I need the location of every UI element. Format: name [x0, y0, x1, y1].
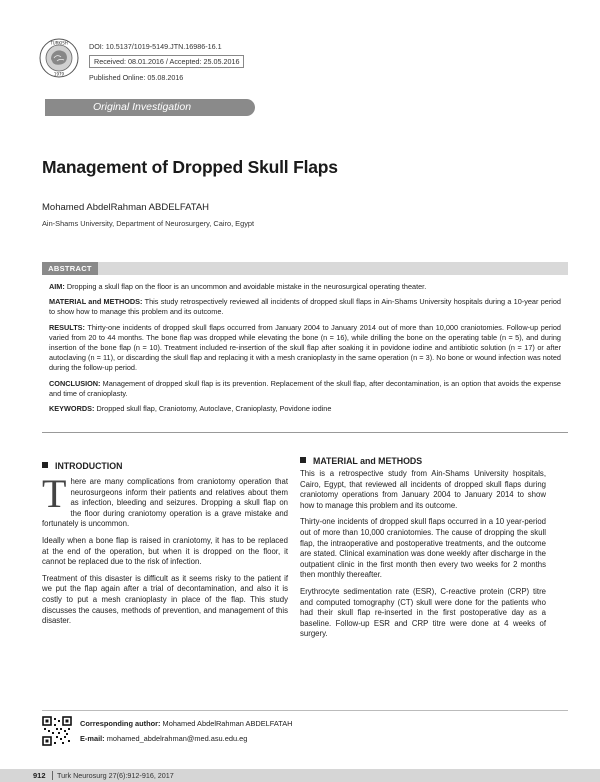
- received-accepted-box: Received: 08.01.2016 / Accepted: 25.05.2016: [89, 55, 244, 68]
- published-online-text: Published Online: 05.08.2016: [89, 73, 184, 82]
- society-seal-logo: [39, 38, 79, 78]
- doi-text[interactable]: DOI: 10.5137/1019-5149.JTN.16986-16.1: [89, 42, 222, 51]
- introduction-paragraph: There are many complications from craniotomy operation that neurosurgeons inform their patients and relatives about them as infection, bleeding and seizures. Dropping a skull flap on the floor during craniotomy operation is a grave mistake and fortunately is uncommon.: [42, 471, 288, 529]
- author-affiliation: Ain-Shams University, Department of Neurosurgery, Cairo, Egypt: [42, 219, 255, 228]
- abstract-label: ABSTRACT: [42, 262, 98, 275]
- abstract-keywords: KEYWORDS: Dropped skull flap, Craniotomy, Autoclave, Cranioplasty, Povidone iodine: [49, 404, 332, 414]
- article-type-label: Original Investigation: [93, 101, 192, 113]
- methods-paragraph: Erythrocyte sedimentation rate (ESR), C-reactive protein (CRP) titre and computed tomography (CT) skull were done for the patients who had their skull flap re-inserted in the first postoperative day as a baseline. Follow-up ESR and CRP titre were done at 4 weeks of surgery.: [300, 586, 546, 639]
- drop-cap: T: [42, 471, 67, 516]
- introduction-paragraph: Treatment of this disaster is difficult as it seems risky to the patient if we put the flap again after a trial of decontamination, and also it is costly to put a mesh cranioplasty in place of the flap. This study discusses the causes, methods of prevention, and management of this disaster.: [42, 573, 288, 626]
- abstract-body: [49, 282, 561, 419]
- page-number: 912: [33, 771, 46, 780]
- footer-divider: [42, 710, 568, 711]
- author-name: Mohamed AbdelRahman ABDELFATAH: [42, 202, 210, 213]
- methods-heading: MATERIAL and METHODS: [300, 456, 422, 466]
- corresponding-author: Corresponding author: Mohamed AbdelRahman ABDELFATAH: [80, 719, 293, 728]
- introduction-body: [42, 471, 288, 633]
- abstract-aim: AIM: Dropping a skull flap on the floor is an uncommon and avoidable mistake in the neurosurgical operating theater.: [49, 282, 427, 291]
- corresponding-email: E-mail: mohamed_abdelrahman@med.asu.edu.eg: [80, 734, 248, 743]
- bullet-square-icon: [300, 457, 306, 463]
- abstract-methods: MATERIAL and METHODS: This study retrospectively reviewed all incidents of dropped skull flaps in Ain-Shams University hospitals during a 10-year period to show how to manage this problem and its outcome.: [49, 297, 561, 317]
- abstract-header-bar: [42, 262, 568, 275]
- introduction-paragraph: Ideally when a bone flap is raised in craniotomy, it has to be replaced at the end of the operation, but when it is dropped on the floor, it cannot be replaced due to the risk of infection.: [42, 535, 288, 567]
- article-type-banner: [45, 99, 255, 116]
- introduction-heading: INTRODUCTION: [42, 461, 122, 471]
- methods-body: [300, 469, 546, 646]
- methods-paragraph: Thirty-one incidents of dropped skull flaps occurred in a 10 year-period out of more than 10,000 craniotomies. The cause of dropping the skull flap, the intraoperative and postoperative treatments, and the outcome are stated. Clinical examination was done weekly after discharge in the outpatient clinic in the first month then every two weeks for 2 months then monthly thereafter.: [300, 517, 546, 580]
- abstract-conclusion: CONCLUSION: Management of dropped skull flap is its prevention. Replacement of the skull flap, after decontamination, is an option that avoids the expense and time of cranioplasty.: [49, 378, 561, 398]
- article-title: Management of Dropped Skull Flaps: [42, 157, 338, 177]
- methods-paragraph: This is a retrospective study from Ain-Shams University hospitals, Cairo, Egypt, that reviewed all incidents of dropped skull flaps during craniotomy operations from January 2004 to January 2014 to show how to manage this problem and its outcome.: [300, 469, 546, 510]
- abstract-results: RESULTS: Thirty-one incidents of dropped skull flaps occurred from January 2004 to January 2014 out of more than 10,000 craniotomies. Follow-up period varied from 20 to 44 months. The bone flap was dropped while elevating the bone (n = 16), while drilling the bone on the operating table (n = 5), and during insertion of the bone flap (n = 10). Treatment included re-insertion of the skull flap after soaking it in povidone iodine and antibiotic solution (n = 17) or after autoclaving (n = 11), or discarding the skull flap and replacing it with a mesh cranioplasty in the same operation (n = 3). No bone or wound infection was noted during the follow-up period.: [49, 322, 561, 373]
- email-link[interactable]: mohamed_abdelrahman@med.asu.edu.eg: [106, 734, 248, 743]
- journal-citation: Turk Neurosurg 27(6):912-916, 2017: [52, 771, 174, 780]
- seal-top-text: TURKISH: [50, 40, 68, 46]
- abstract-divider: [42, 432, 568, 433]
- seal-year-text: 1979: [53, 71, 65, 77]
- qr-code-icon[interactable]: [42, 716, 72, 746]
- bullet-square-icon: [42, 462, 48, 468]
